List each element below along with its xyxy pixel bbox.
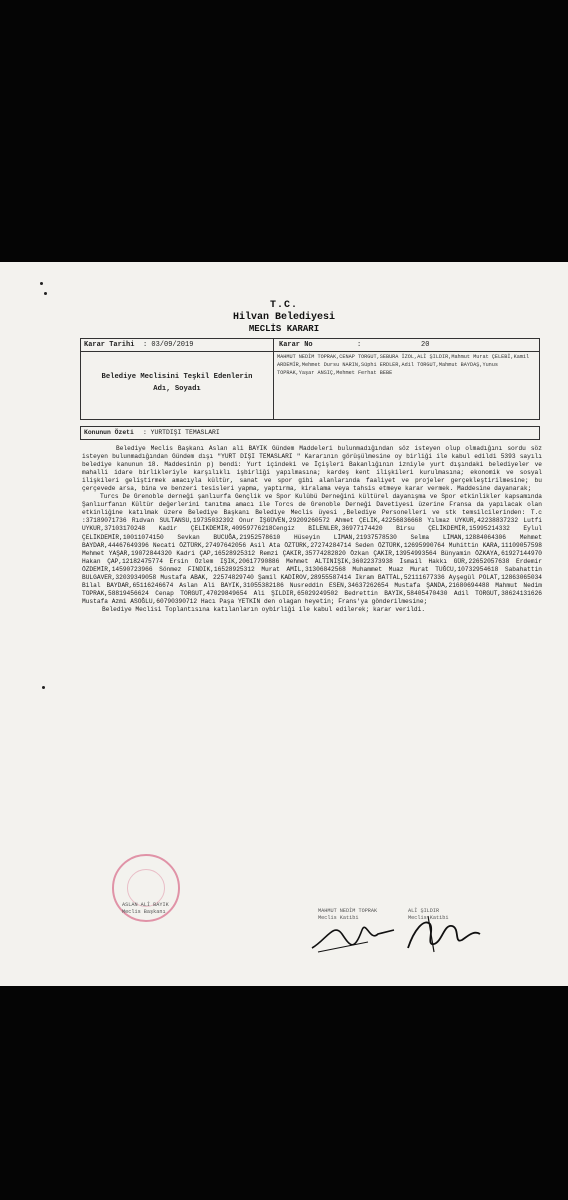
paragraph-1: Belediye Meclis Başkanı Aslan ali BAYIK Gündem Maddeleri bulunmadığından söz isteyen olup olmadığını sordu söz isteyen bulunmadığından Gündem dışı "YURT DIŞI TEMASLARI " Kararının görüşülmesine oy birliği ile kabul edildi 5393 sayılı belediye kanunun 18. Maddesinin p) bendi: Yurt içindeki ve İçişleri Bakanlığının izniyle yurt dışındaki belediyeler ve mahalli idare birlikleriyle karşılıklı işbirliği yapılmasına; kardeş kent ilişkileri kurulmasına; ekonomik ve sosyal ilişkileri geliştirmek amacıyla kültür, sanat ve spor gibi alanlarında faaliyet ve projeler gerçekleştirilmesine; bu çerçevede arsa, bina ve benzeri tesisleri yapma, yaptırma, kiralama veya tahsis etmeye karar vermek. Maddesine dayanarak; [82,445,542,493]
paragraph-2: Turcs De Grenoble derneği şanlıurfa Gençlik ve Spor Kulübü Derneğini kültürel dayanışma ve Spor etkinlikler kapsamında Şanlıurfanın Kültür değerlerini tanıtma amacı ile Torcs de Grenoble Derneği Davetiyesi üzerine Fransa da yapılacak olan etkinliğine katılmak üzere Belediye Başkanı Belediye Meclis üyesi ,Belediye Personelleri ve stk temsilcilerinden: T.c :37189071736 Rıdvan SULTANSU,19735032392 Onur İŞGÜVEN,29209260572 Ahmet ÇELİK,42256836668 Yılmaz UYKUR,42238837232 Lutfi UYKUR,37103170248 Kadir ÇELİKDEMİR,40959776218Cengiz BİLENLER,36977174420 Birsu ÇELİKDEMİR,15995214332 Eylul ÇELİKDEMİR,10011074150 Sevkan BUCUĞA,21952578610 Hüseyin LİMAN,21937578530 Selma LİMAN,12884064306 Mehmet BAYDAR,44467649396 Necati ÖZTÜRK,27497642056 Asil Ata ÖZTÜRK,27274284714 Seden ÖZTÜRK,12695990764 Muhittin KARA,11109057598 Mehmet YAŞAR,19072844320 Kadri ÇAP,16528925312 Remzi ÇAKIR,35774282820 Özkan ÇAKIR,13954993564 Bünyamin ÖZKAYA,61927144970 Hakan ÇAP,12182475774 Ersin Özlem IŞIK,20617790886 Mehmet ALTINIŞIK,36022373938 İsmail Hakkı GÜR,22652057638 Erdemir ÖZDEMİR,14590723966 Sönmez FINDIK,16528925312 Murat AMİL,31306842568 Muhammet Muaz Murat TUĞCU,10732954618 Sabahattin BULGAVER,32039349058 Mustafa ABAK, 22574829740 Şamil KADİROV,28955587414 İkram BATTAL,52111677336 Ayşegül POLAT,12863065034 Bilal BAYDAR,65116246674 Aslan Ali BAYIK,31055382186 Nusreddin ESEN,34637262654 Mustafa ŞANDA,21680694488 Mahmut Nedim TOPRAK,58819456624 Cenap TORGUT,47029849654 Ali ŞILDIR,65029249502 Bedrettin BAYIK,58405470430 Adil TORGUT,38624131626 Mustafa Azmi ASOĞLU,60790390712 Hacı Paşa YETKİN den olagan heyetin; Frans'ya gönderilmesine; [82,493,542,605]
decision-body [82,445,542,614]
bottom-black-band [0,986,568,1200]
members-list: MAHMUT NEDİM TOPRAK,CENAP TORGUT,SEBURA İZOL,ALİ ŞILDIR,Mahmut Murat ÇELEBİ,Kamil ARDEMİR,Mehmet Dursu NARIN,Süphi ERDLER,Adil TORGUT,Mahmut BAYDAŞ,Yunus TOPRAK,Yaşar ANSIÇ,Mehmet Ferhat BEBE [277,354,530,376]
members-label: Belediye Meclisini Teşkil Edenlerin Adı, Soyadı [101,373,253,393]
left-signatory: ASLAN ALİ BAYIK Meclis Başkanı [122,902,169,915]
date-label: Karar Tarihi [84,341,135,349]
paragraph-3: Belediye Meclisi Toplantısına katılanların oybirliği ile kabul edilerek; karar verildi. [102,605,426,613]
punch-hole [40,282,43,285]
right-signatory: ALİ ŞILDIR Meclis Katibi [408,908,449,921]
decision-info-table [80,338,540,420]
top-black-band [0,0,568,262]
document-page [0,262,568,986]
subject-value: : YURTDIŞI TEMASLARI [143,429,220,436]
middle-signature-mark [308,912,398,958]
decision-no-value: 20 [421,341,430,349]
date-value: : 03/09/2019 [143,341,194,349]
middle-signatory: MAHMUT NEDİM TOPRAK Meclis Katibi [318,908,378,921]
punch-hole [42,686,45,689]
subject-label: Konunun Özeti [84,429,134,436]
decision-no-label: Karar No [279,341,313,349]
subject-row [80,426,540,440]
decision-no-sep: : [357,341,362,349]
punch-hole [44,292,47,295]
header-municipality: Hilvan Belediyesi [232,312,336,323]
right-signature-mark [404,910,484,956]
table-divider [273,339,274,419]
header-tc: T.C. [269,300,298,311]
header-doc-type: MECLİS KARARI [248,324,320,334]
